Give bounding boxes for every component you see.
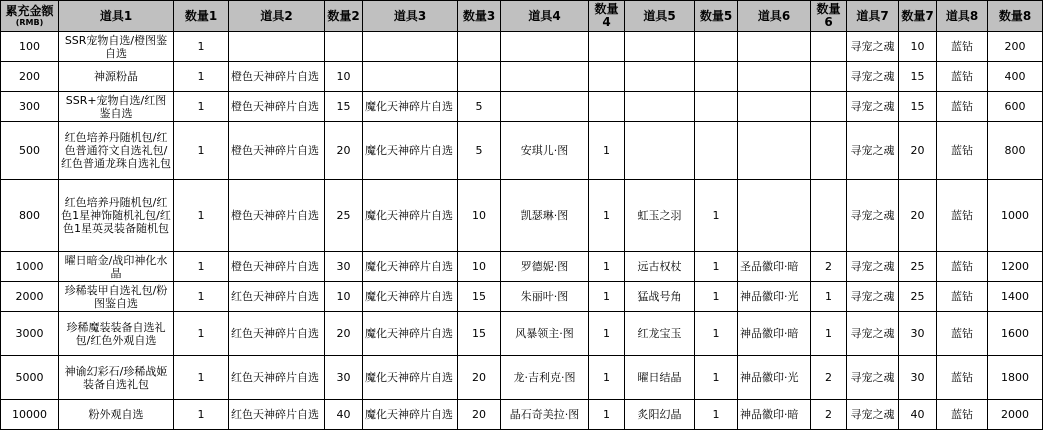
cell-qty6 <box>811 180 847 252</box>
cell-qty3: 5 <box>458 92 501 122</box>
column-header-label: 道具1 <box>99 8 133 23</box>
cell-item1: 红色培养丹随机包/红色1星神饰随机礼包/红色1星英灵装备随机包 <box>59 180 174 252</box>
cell-qty2: 30 <box>325 252 363 282</box>
cell-amount: 100 <box>1 32 59 62</box>
column-header-label: 数量6 <box>816 2 841 29</box>
cell-qty1: 1 <box>174 122 229 180</box>
table-row <box>1 32 1043 62</box>
cell-amount: 10000 <box>1 400 59 430</box>
cell-item5: 猛战号角 <box>625 282 695 312</box>
cell-qty5 <box>695 122 738 180</box>
cell-item8: 蓝钻 <box>937 252 988 282</box>
cell-qty2 <box>325 32 363 62</box>
column-header-label: 数量1 <box>184 8 218 23</box>
cell-item7: 寻宠之魂 <box>847 282 899 312</box>
cell-item6: 神品徽印·暗 <box>738 312 811 356</box>
column-header-qty4 <box>589 1 625 32</box>
cell-qty2: 25 <box>325 180 363 252</box>
cell-qty5: 1 <box>695 252 738 282</box>
cell-qty1: 1 <box>174 282 229 312</box>
cell-qty7: 30 <box>899 312 937 356</box>
cell-item3: 魔化天神碎片自选 <box>363 282 458 312</box>
cell-qty3 <box>458 62 501 92</box>
cell-item3: 魔化天神碎片自选 <box>363 122 458 180</box>
cell-qty4 <box>589 32 625 62</box>
cell-qty7: 25 <box>899 252 937 282</box>
cell-item1: SSR宠物自选/橙图鉴自选 <box>59 32 174 62</box>
column-header-item2 <box>229 1 325 32</box>
cell-item2: 橙色天神碎片自选 <box>229 92 325 122</box>
column-header-label: 道具8 <box>945 8 979 23</box>
cell-qty1: 1 <box>174 356 229 400</box>
cell-item5 <box>625 92 695 122</box>
cell-item8: 蓝钻 <box>937 400 988 430</box>
cell-qty6 <box>811 122 847 180</box>
cell-qty7: 20 <box>899 180 937 252</box>
cell-qty1: 1 <box>174 252 229 282</box>
cell-qty2: 30 <box>325 356 363 400</box>
cell-item6: 神品徽印·光 <box>738 282 811 312</box>
column-header-label: 数量7 <box>901 8 934 23</box>
column-header-item1 <box>59 1 174 32</box>
cell-item1: 珍稀装甲自选礼包/粉图鉴自选 <box>59 282 174 312</box>
cell-qty6: 2 <box>811 356 847 400</box>
cell-item4: 晶石奇美拉·图 <box>501 400 589 430</box>
cell-item5: 炙阳幻晶 <box>625 400 695 430</box>
column-header-item8 <box>937 1 988 32</box>
column-header-label: 道具3 <box>393 8 427 23</box>
cell-qty2: 15 <box>325 92 363 122</box>
cell-qty3 <box>458 32 501 62</box>
cell-qty2: 10 <box>325 62 363 92</box>
cell-item7: 寻宠之魂 <box>847 62 899 92</box>
cell-qty3: 20 <box>458 356 501 400</box>
cell-qty5 <box>695 32 738 62</box>
cell-item4: 风暴领主·图 <box>501 312 589 356</box>
column-header-item6 <box>738 1 811 32</box>
cell-item1: SSR+宠物自选/红图鉴自选 <box>59 92 174 122</box>
table-row <box>1 252 1043 282</box>
cell-qty6 <box>811 32 847 62</box>
cell-item1: 珍稀魔装装备自选礼包/红色外观自选 <box>59 312 174 356</box>
cell-qty8: 200 <box>988 32 1043 62</box>
cell-item1: 神谕幻彩石/珍稀战姬装备自选礼包 <box>59 356 174 400</box>
column-header-label: 数量2 <box>327 8 360 23</box>
cell-item6: 神品徽印·暗 <box>738 400 811 430</box>
column-header-qty5 <box>695 1 738 32</box>
cell-qty6 <box>811 62 847 92</box>
cell-qty2: 20 <box>325 122 363 180</box>
cell-amount: 5000 <box>1 356 59 400</box>
cell-qty2: 20 <box>325 312 363 356</box>
cell-qty8: 1600 <box>988 312 1043 356</box>
cell-item8: 蓝钻 <box>937 180 988 252</box>
cell-qty7: 20 <box>899 122 937 180</box>
table-row <box>1 282 1043 312</box>
cell-item7: 寻宠之魂 <box>847 180 899 252</box>
cell-item6: 神品徽印·光 <box>738 356 811 400</box>
cell-item4 <box>501 92 589 122</box>
cell-qty6: 1 <box>811 282 847 312</box>
cell-item5: 红龙宝玉 <box>625 312 695 356</box>
cell-item8: 蓝钻 <box>937 122 988 180</box>
cell-item7: 寻宠之魂 <box>847 252 899 282</box>
cell-qty8: 400 <box>988 62 1043 92</box>
cell-item7: 寻宠之魂 <box>847 32 899 62</box>
cell-item6: 圣品徽印·暗 <box>738 252 811 282</box>
column-header-label: 数量5 <box>699 8 733 23</box>
cell-qty8: 800 <box>988 122 1043 180</box>
cell-item7: 寻宠之魂 <box>847 312 899 356</box>
cell-qty8: 2000 <box>988 400 1043 430</box>
cell-qty6 <box>811 92 847 122</box>
cell-qty3: 10 <box>458 252 501 282</box>
cell-item2: 红色天神碎片自选 <box>229 400 325 430</box>
cell-qty1: 1 <box>174 62 229 92</box>
column-header-label: 累充金额 <box>5 4 54 18</box>
cell-item8: 蓝钻 <box>937 92 988 122</box>
cell-qty7: 25 <box>899 282 937 312</box>
column-header-qty8 <box>988 1 1043 32</box>
cell-amount: 3000 <box>1 312 59 356</box>
cell-item2: 橙色天神碎片自选 <box>229 122 325 180</box>
cell-item5: 虹玉之羽 <box>625 180 695 252</box>
cell-qty1: 1 <box>174 92 229 122</box>
cell-qty5: 1 <box>695 312 738 356</box>
header-row <box>1 1 1043 32</box>
cell-qty5: 1 <box>695 180 738 252</box>
cell-item3: 魔化天神碎片自选 <box>363 180 458 252</box>
cell-item8: 蓝钻 <box>937 312 988 356</box>
column-header-item4 <box>501 1 589 32</box>
cell-qty4: 1 <box>589 122 625 180</box>
cell-qty3: 20 <box>458 400 501 430</box>
table-row <box>1 92 1043 122</box>
cell-qty4: 1 <box>589 282 625 312</box>
cell-qty4: 1 <box>589 180 625 252</box>
cell-qty1: 1 <box>174 32 229 62</box>
column-header-qty2 <box>325 1 363 32</box>
cell-item4: 安琪儿·图 <box>501 122 589 180</box>
cell-item8: 蓝钻 <box>937 282 988 312</box>
cell-qty1: 1 <box>174 180 229 252</box>
cell-qty2: 10 <box>325 282 363 312</box>
column-header-label: 道具5 <box>643 8 676 23</box>
table-row <box>1 180 1043 252</box>
cell-item4: 朱丽叶·图 <box>501 282 589 312</box>
cell-item8: 蓝钻 <box>937 356 988 400</box>
cell-item5 <box>625 32 695 62</box>
cell-item5: 远古权杖 <box>625 252 695 282</box>
cell-qty5: 1 <box>695 282 738 312</box>
cell-item6 <box>738 180 811 252</box>
cell-qty4: 1 <box>589 252 625 282</box>
cell-item3: 魔化天神碎片自选 <box>363 92 458 122</box>
cell-item2: 红色天神碎片自选 <box>229 312 325 356</box>
cell-item2: 红色天神碎片自选 <box>229 356 325 400</box>
table-row <box>1 122 1043 180</box>
table-row <box>1 400 1043 430</box>
cell-item7: 寻宠之魂 <box>847 400 899 430</box>
column-header-qty3 <box>458 1 501 32</box>
cell-qty5: 1 <box>695 356 738 400</box>
cell-qty4 <box>589 62 625 92</box>
cell-item4: 凯瑟琳·图 <box>501 180 589 252</box>
cell-qty4: 1 <box>589 400 625 430</box>
cell-item7: 寻宠之魂 <box>847 122 899 180</box>
cell-item2: 橙色天神碎片自选 <box>229 180 325 252</box>
cell-item4 <box>501 62 589 92</box>
cell-qty3: 15 <box>458 282 501 312</box>
column-header-label: 道具2 <box>260 8 293 23</box>
cell-item8: 蓝钻 <box>937 62 988 92</box>
cell-qty4: 1 <box>589 356 625 400</box>
cell-item6 <box>738 92 811 122</box>
cell-item7: 寻宠之魂 <box>847 92 899 122</box>
cell-item1: 粉外观自选 <box>59 400 174 430</box>
cell-qty5: 1 <box>695 400 738 430</box>
cell-qty7: 10 <box>899 32 937 62</box>
cell-item4 <box>501 32 589 62</box>
table-row <box>1 62 1043 92</box>
cell-qty7: 15 <box>899 92 937 122</box>
cell-item3: 魔化天神碎片自选 <box>363 252 458 282</box>
cell-item3: 魔化天神碎片自选 <box>363 356 458 400</box>
cell-qty4: 1 <box>589 312 625 356</box>
cell-amount: 300 <box>1 92 59 122</box>
column-header-label: 数量8 <box>998 8 1032 23</box>
cell-qty6: 1 <box>811 312 847 356</box>
column-header-label: 道具7 <box>856 8 889 23</box>
column-header-item5 <box>625 1 695 32</box>
cell-qty2: 40 <box>325 400 363 430</box>
cell-amount: 2000 <box>1 282 59 312</box>
cell-qty5 <box>695 62 738 92</box>
cell-amount: 500 <box>1 122 59 180</box>
cell-qty6: 2 <box>811 400 847 430</box>
cell-item6 <box>738 62 811 92</box>
cell-item5 <box>625 62 695 92</box>
cell-item2: 橙色天神碎片自选 <box>229 62 325 92</box>
cell-qty3: 10 <box>458 180 501 252</box>
cell-item2 <box>229 32 325 62</box>
column-header-unit: (RMB) <box>15 18 44 27</box>
column-header-label: 数量4 <box>594 2 619 29</box>
cell-qty7: 30 <box>899 356 937 400</box>
table-body <box>1 32 1043 430</box>
table-row <box>1 356 1043 400</box>
column-header-amount <box>1 1 59 32</box>
cell-qty3: 5 <box>458 122 501 180</box>
table-row <box>1 312 1043 356</box>
cell-qty8: 1200 <box>988 252 1043 282</box>
cell-item3 <box>363 32 458 62</box>
cell-qty8: 1800 <box>988 356 1043 400</box>
column-header-qty7 <box>899 1 937 32</box>
cell-item2: 红色天神碎片自选 <box>229 282 325 312</box>
cell-item3: 魔化天神碎片自选 <box>363 400 458 430</box>
cell-item7: 寻宠之魂 <box>847 356 899 400</box>
column-header-label: 道具4 <box>528 8 561 23</box>
column-header-item7 <box>847 1 899 32</box>
cell-qty8: 600 <box>988 92 1043 122</box>
cell-qty7: 15 <box>899 62 937 92</box>
column-header-item3 <box>363 1 458 32</box>
cell-qty5 <box>695 92 738 122</box>
cell-amount: 1000 <box>1 252 59 282</box>
cell-item3: 魔化天神碎片自选 <box>363 312 458 356</box>
cell-item4: 龙·吉利克·图 <box>501 356 589 400</box>
cell-item6 <box>738 122 811 180</box>
cell-item2: 橙色天神碎片自选 <box>229 252 325 282</box>
cell-qty8: 1000 <box>988 180 1043 252</box>
cell-item5: 曜日结晶 <box>625 356 695 400</box>
cell-item6 <box>738 32 811 62</box>
cell-item1: 曜日暗金/战印神化水晶 <box>59 252 174 282</box>
column-header-qty1 <box>174 1 229 32</box>
cell-qty8: 1400 <box>988 282 1043 312</box>
cell-qty6: 2 <box>811 252 847 282</box>
cell-qty3: 15 <box>458 312 501 356</box>
cell-qty4 <box>589 92 625 122</box>
cell-qty1: 1 <box>174 400 229 430</box>
cell-amount: 800 <box>1 180 59 252</box>
cell-item8: 蓝钻 <box>937 32 988 62</box>
cell-item4: 罗德妮·图 <box>501 252 589 282</box>
cell-item1: 神源粉晶 <box>59 62 174 92</box>
cell-item5 <box>625 122 695 180</box>
column-header-qty6 <box>811 1 847 32</box>
cell-qty1: 1 <box>174 312 229 356</box>
column-header-label: 数量3 <box>462 8 496 23</box>
column-header-label: 道具6 <box>757 8 791 23</box>
cell-item1: 红色培养丹随机包/红色普通符文自选礼包/红色普通龙珠自选礼包 <box>59 122 174 180</box>
cell-amount: 200 <box>1 62 59 92</box>
cell-qty7: 40 <box>899 400 937 430</box>
cell-item3 <box>363 62 458 92</box>
